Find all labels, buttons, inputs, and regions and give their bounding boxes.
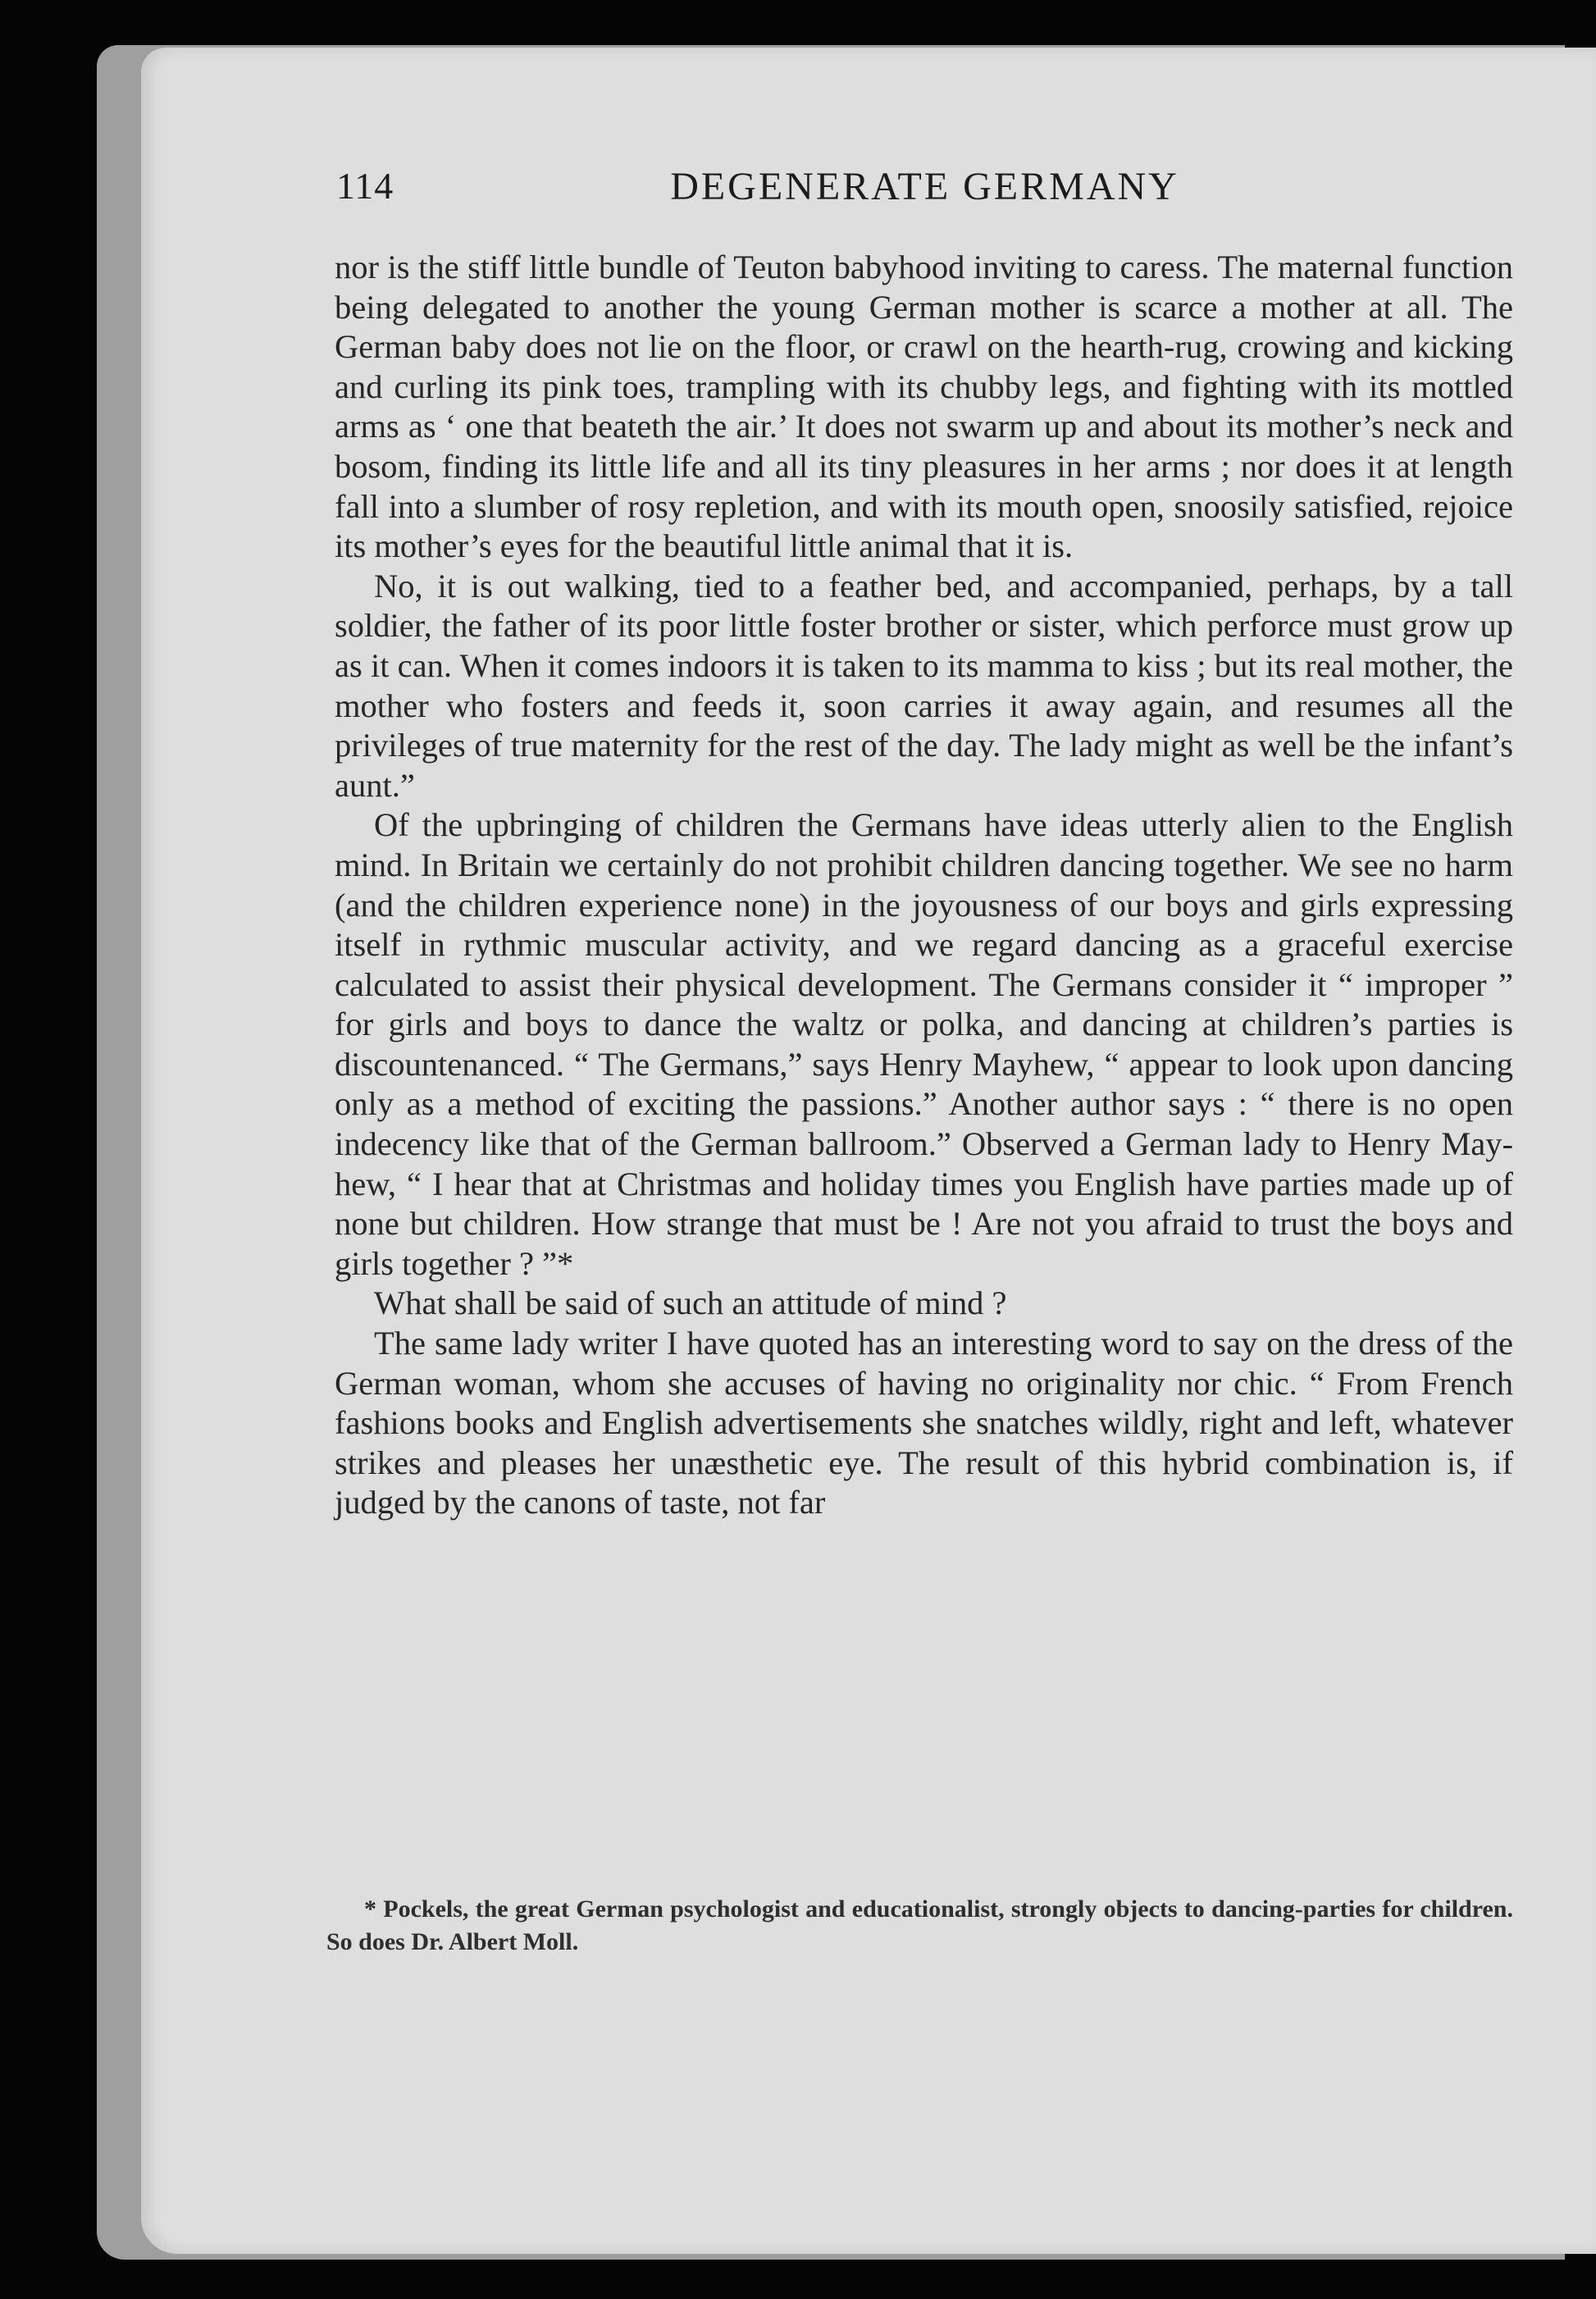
running-title: DEGENERATE GERMANY bbox=[670, 165, 1179, 208]
paragraph-3: Of the upbringing of children the Germans have ideas utterly alien to the English mind. In Britain we certainly do not prohibit children dancing together. We see no harm (and the children experience none) in the joyousness of our boys and girls expressing itself in rythmic muscular activity, and we regard dancing as a graceful exercise calculated to assist their physical development. The Germans consider it “ improper ” for girls and boys to dance the waltz or polka, and dancing at children’s parties is discountenanced. “ The Germans,” says Henry Mayhew, “ appear to look upon dancing only as a method of exciting the passions.” Another author says : “ there is no open indecency like that of the German ballroom.” Observed a German lady to Henry Mayhew, “ I hear that at Christmas and holiday times you English have parties made up of none but children. How strange that must be ! Are not you afraid to trust the boys and girls together ? ”* bbox=[335, 806, 1513, 1282]
footnote: * Pockels, the great German psychologist and educationalist, strongly objects to dancing-parties for children. So does Dr. Albert Moll. bbox=[326, 1895, 1513, 1955]
running-header bbox=[336, 157, 1513, 223]
page-number: 114 bbox=[336, 165, 394, 207]
paragraph-2: No, it is out walking, tied to a feather bed, and accompanied, perhaps, by a tall soldier, the father of its poor little foster brother or sister, which perforce must grow up as it can. When it comes indoors it is taken to its mamma to kiss ; but its real mother, the mother who fosters and feeds it, soon carries it away again, and resumes all the privileges of true maternity for the rest of the day. The lady might as well be the infant’s aunt.” bbox=[335, 567, 1513, 804]
paragraph-1: nor is the stiff little bundle of Teuton babyhood inviting to caress. The maternal function being delegated to another the young German mother is scarce a mother at all. The German baby does not lie on the floor, or crawl on the hearth-rug, crowing and kicking and curling its pink toes, trampling with its chubby legs, and fighting with its mottled arms as ‘ one that beateth the air.’ It does not swarm up and about its mother’s neck and bosom, finding its little life and all its tiny pleasures in her arms ; nor does it at length fall into a slumber of rosy repletion, and with its mouth open, snoosily satisfied, rejoice its mother’s eyes for the beautiful little animal that it is. bbox=[335, 249, 1513, 565]
body-text bbox=[335, 248, 1513, 1523]
paragraph-5: The same lady writer I have quoted has an interesting word to say on the dress of the German woman, whom she accuses of having no originality nor chic. “ From French fashions books and English advertisements she snatches wildly, right and left, whatever strikes and pleases her unæsthetic eye. The result of this hybrid combination is, if judged by the canons of taste, not far bbox=[335, 1325, 1513, 1521]
paragraph-4: What shall be said of such an attitude of mind ? bbox=[374, 1284, 1007, 1322]
